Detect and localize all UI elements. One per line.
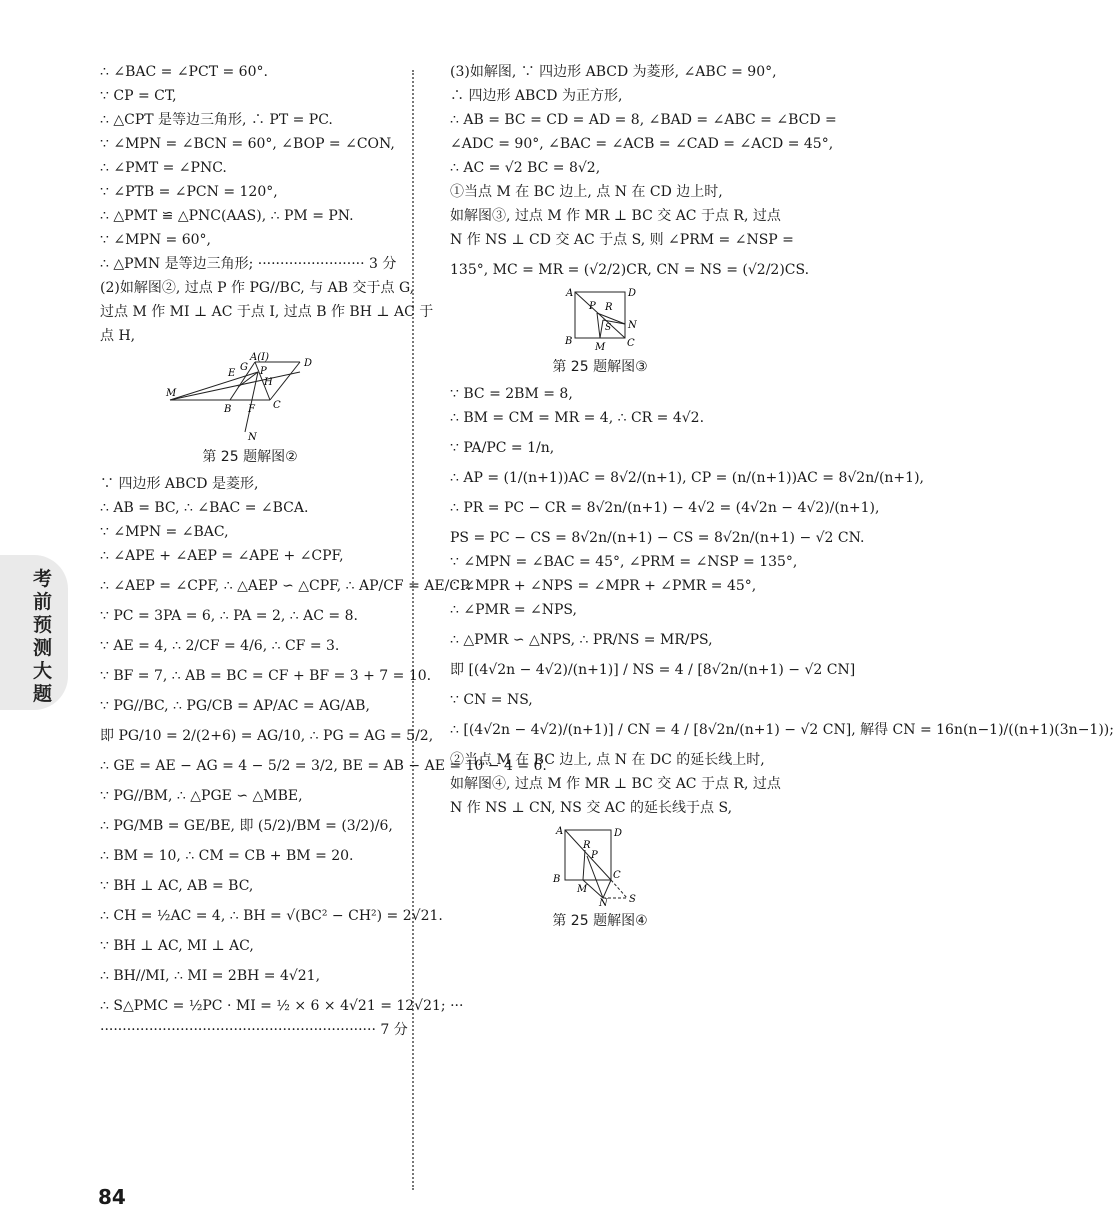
- fig3-label: D: [628, 288, 637, 299]
- text-line: 即 PG/10 = 2/(2+6) = AG/10, ∴ PG = AG = 5/2,: [100, 728, 434, 744]
- text-line: ∵ AE = 4, ∴ 2/CF = 4/6, ∴ CF = 3.: [100, 638, 340, 654]
- text-line: ∠ADC = 90°, ∠BAC = ∠ACB = ∠CAD = ∠ACD = 45°,: [450, 136, 834, 152]
- text-line: ∴ ∠PMT = ∠PNC.: [100, 160, 227, 176]
- fig2-label: E: [228, 368, 236, 379]
- column-divider: [412, 70, 414, 1190]
- text-line: (3)如解图, ∵ 四边形 ABCD 为菱形, ∠ABC = 90°,: [450, 64, 777, 80]
- text-line: ∵ PG//BM, ∴ △PGE ∽ △MBE,: [100, 788, 303, 804]
- text-line: ∴ GE = AE − AG = 4 − 5/2 = 3/2, BE = AB − AE = 10 − 4 = 6.: [100, 758, 547, 774]
- text-line: ①当点 M 在 BC 边上, 点 N 在 CD 边上时,: [450, 184, 723, 200]
- fig4-label: R: [583, 840, 591, 851]
- fig4-label: S: [629, 894, 636, 905]
- fig2-label: H: [264, 377, 273, 388]
- text-line: ∴ AC = √2 BC = 8√2,: [450, 160, 601, 176]
- text-line: ∵ ∠MPN = ∠BAC = 45°, ∠PRM = ∠NSP = 135°,: [450, 554, 798, 570]
- fig2-label: B: [224, 404, 232, 415]
- fig4-label: A: [556, 826, 564, 837]
- text-line: ∴ 四边形 ABCD 为正方形,: [450, 88, 623, 104]
- text-line: ∵ CN = NS,: [450, 692, 533, 708]
- page-number: 84: [98, 1185, 126, 1209]
- figure-3-caption: 第 25 题解图③: [552, 359, 648, 375]
- text-line: ∵ ∠MPN = ∠BAC,: [100, 524, 229, 540]
- text-line: ∵ BC = 2BM = 8,: [450, 386, 573, 402]
- text-line: 如解图④, 过点 M 作 MR ⊥ BC 交 AC 于点 R, 过点: [450, 776, 781, 792]
- text-line: PS = PC − CS = 8√2n/(n+1) − CS = 8√2n/(n+1) − √2 CN.: [450, 530, 865, 546]
- figure-2-caption: 第 25 题解图②: [202, 449, 298, 465]
- text-line: ∵ PA/PC = 1/n,: [450, 440, 555, 456]
- fig2-label: M: [166, 388, 177, 399]
- text-line: ∵ BH ⊥ AC, AB = BC,: [100, 878, 254, 894]
- text-line: ∵ PC = 3PA = 6, ∴ PA = 2, ∴ AC = 8.: [100, 608, 358, 624]
- fig2-label: N: [248, 432, 257, 443]
- text-line: ∵ CP = CT,: [100, 88, 177, 104]
- figure-4-caption: 第 25 题解图④: [552, 913, 648, 929]
- text-line: N 作 NS ⊥ CD 交 AC 于点 S, 则 ∠PRM = ∠NSP =: [450, 232, 794, 248]
- text-line: ∴ ∠PMR = ∠NPS,: [450, 602, 577, 618]
- text-line: ∴ △PMR ∽ △NPS, ∴ PR/NS = MR/PS,: [450, 632, 713, 648]
- text-line: ∴ BM = CM = MR = 4, ∴ CR = 4√2.: [450, 410, 705, 426]
- text-line: ∴ ∠MPR + ∠NPS = ∠MPR + ∠PMR = 45°,: [450, 578, 757, 594]
- fig3-label: C: [627, 338, 635, 349]
- fig2-label: F: [248, 404, 255, 415]
- fig2-label: P: [260, 366, 267, 377]
- fig4-label: M: [577, 884, 588, 895]
- fig4-label: C: [613, 870, 621, 881]
- fig3-label: R: [605, 302, 613, 313]
- text-line: ∵ ∠PTB = ∠PCN = 120°,: [100, 184, 278, 200]
- text-line: ∴ AB = BC, ∴ ∠BAC = ∠BCA.: [100, 500, 309, 516]
- text-line: 如解图③, 过点 M 作 MR ⊥ BC 交 AC 于点 R, 过点: [450, 208, 781, 224]
- text-line: 即 [(4√2n − 4√2)/(n+1)] / NS = 4 / [8√2n/(n+1) − √2 CN]: [450, 662, 856, 678]
- score-line: ∴ △PMN 是等边三角形; ························ 3 分: [100, 256, 397, 272]
- figure-3-diagram: [555, 286, 645, 352]
- text-line: ∴ AP = (1/(n+1))AC = 8√2/(n+1), CP = (n/(n+1))AC = 8√2n/(n+1),: [450, 470, 924, 486]
- left-text-block-1: [100, 60, 434, 348]
- fig4-label: P: [591, 850, 598, 861]
- text-line: ②当点 M 在 BC 边上, 点 N 在 DC 的延长线上时,: [450, 752, 765, 768]
- text-line: ∴ PR = PC − CR = 8√2n/(n+1) − 4√2 = (4√2n − 4√2)/(n+1),: [450, 500, 880, 516]
- fig2-label: C: [273, 400, 281, 411]
- text-line: ∵ PG//BC, ∴ PG/CB = AP/AC = AG/AB,: [100, 698, 370, 714]
- fig2-label: A(I): [250, 352, 269, 363]
- text-line: ∴ BM = 10, ∴ CM = CB + BM = 20.: [100, 848, 354, 864]
- text-line: ∵ ∠MPN = ∠BCN = 60°, ∠BOP = ∠CON,: [100, 136, 395, 152]
- score-line: ······························································ 7 分: [100, 1022, 408, 1038]
- text-line: ∴ △CPT 是等边三角形, ∴ PT = PC.: [100, 112, 333, 128]
- text-line: ∴ ∠BAC = ∠PCT = 60°.: [100, 64, 268, 80]
- fig2-label: G: [240, 362, 248, 373]
- fig4-label: N: [599, 898, 608, 909]
- figure-4-diagram: [545, 824, 655, 909]
- fig3-label: A: [566, 288, 574, 299]
- text-line: ∵ ∠MPN = 60°,: [100, 232, 211, 248]
- fig3-label: B: [565, 336, 573, 347]
- fig3-label: S: [605, 323, 612, 333]
- text-line: ∴ △PMT ≌ △PNC(AAS), ∴ PM = PN.: [100, 208, 354, 224]
- text-line: ∴ PG/MB = GE/BE, 即 (5/2)/BM = (3/2)/6,: [100, 818, 393, 834]
- fig4-label: B: [553, 874, 561, 885]
- text-line: ∵ 四边形 ABCD 是菱形,: [100, 476, 259, 492]
- text-line: 135°, MC = MR = (√2/2)CR, CN = NS = (√2/2)CS.: [450, 262, 810, 278]
- text-line: ∴ CH = ½AC = 4, ∴ BH = √(BC² − CH²) = 2√21.: [100, 908, 443, 924]
- text-line: (2)如解图②, 过点 P 作 PG//BC, 与 AB 交于点 G,: [100, 280, 415, 296]
- text-line: ∵ BF = 7, ∴ AB = BC = CF + BF = 3 + 7 = 10.: [100, 668, 432, 684]
- right-column: [450, 60, 1114, 936]
- right-text-block-2: [450, 382, 1114, 820]
- text-line: ∵ BH ⊥ AC, MI ⊥ AC,: [100, 938, 254, 954]
- text-line: ∴ [(4√2n − 4√2)/(n+1)] / CN = 4 / [8√2n/(n+1) − √2 CN], 解得 CN = 16n(n−1)/((n+1)(3n−1));: [450, 722, 1114, 738]
- figure-2-diagram: [160, 352, 340, 442]
- fig3-label: M: [595, 342, 606, 353]
- text-line: 过点 M 作 MI ⊥ AC 于点 I, 过点 B 作 BH ⊥ AC 于: [100, 304, 434, 320]
- text-line: ∴ S△PMC = ½PC · MI = ½ × 6 × 4√21 = 12√21; ···: [100, 998, 464, 1014]
- text-line: ∴ AB = BC = CD = AD = 8, ∠BAD = ∠ABC = ∠BCD =: [450, 112, 837, 128]
- text-line: N 作 NS ⊥ CN, NS 交 AC 的延长线于点 S,: [450, 800, 733, 816]
- fig3-label: P: [589, 301, 596, 312]
- text-line: ∴ BH//MI, ∴ MI = 2BH = 4√21,: [100, 968, 321, 984]
- fig2-label: D: [304, 358, 313, 369]
- fig3-label: N: [628, 320, 637, 331]
- fig4-label: D: [614, 828, 623, 839]
- side-tab-label: 考前预测大题: [33, 568, 53, 705]
- text-line: ∴ ∠APE + ∠AEP = ∠APE + ∠CPF,: [100, 548, 344, 564]
- text-line: ∴ ∠AEP = ∠CPF, ∴ △AEP ∽ △CPF, ∴ AP/CF = AE/CP.: [100, 578, 472, 594]
- right-text-block-1: [450, 60, 837, 282]
- text-line: 点 H,: [100, 328, 136, 344]
